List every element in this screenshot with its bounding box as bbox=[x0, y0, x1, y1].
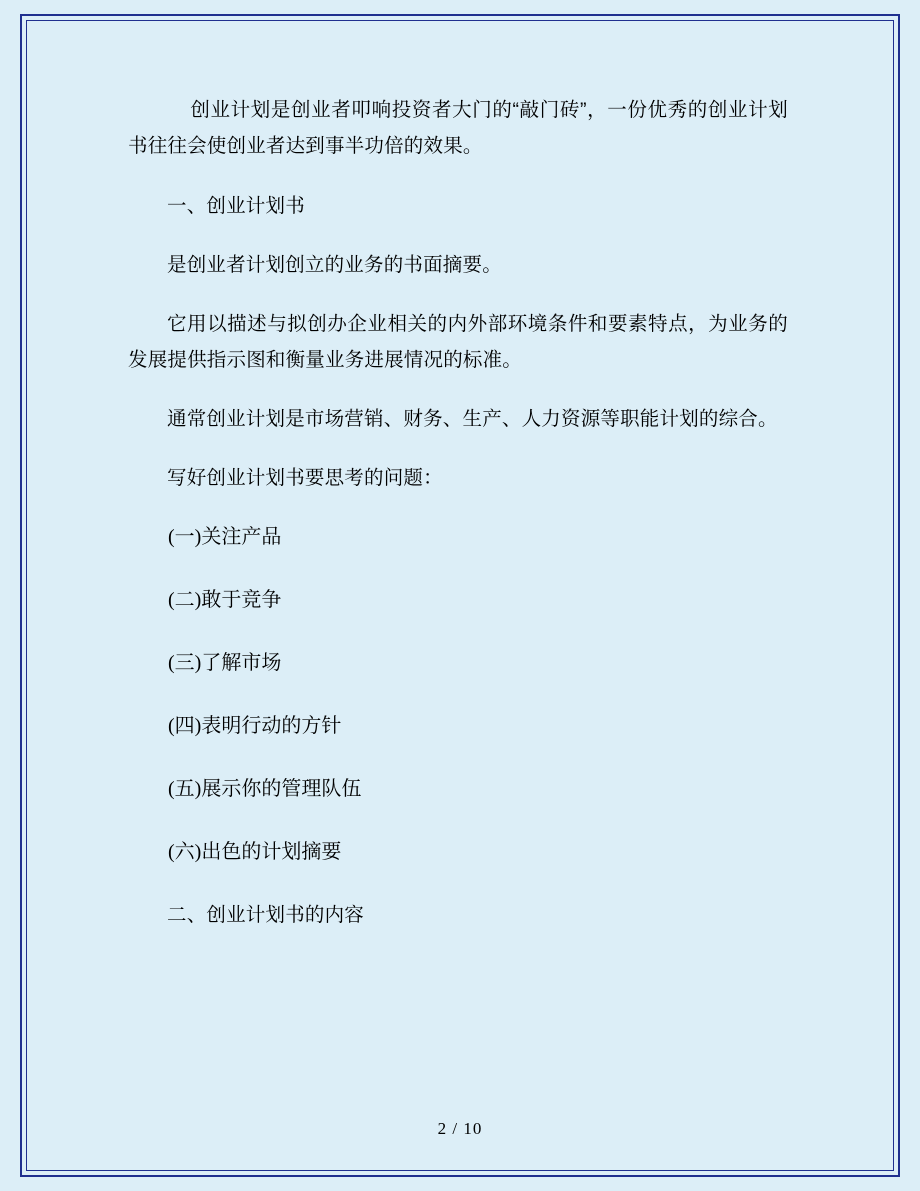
list-item: (一)关注产品 bbox=[168, 526, 282, 548]
document-body bbox=[128, 92, 788, 956]
paragraph-intro: 创业计划是创业者叩响投资者大门的“敲门砖”，一份优秀的创业计划书往往会使创业者达到事半功倍的效果。 bbox=[128, 99, 788, 157]
paragraph-description: 它用以描述与拟创办企业相关的内外部环境条件和要素特点，为业务的发展提供指示图和衡量业务进展情况的标准。 bbox=[128, 313, 788, 371]
heading-section-two: 二、创业计划书的内容 bbox=[167, 904, 365, 926]
paragraph-definition: 是创业者计划创立的业务的书面摘要。 bbox=[167, 254, 502, 276]
paragraph-scope: 通常创业计划是市场营销、财务、生产、人力资源等职能计划的综合。 bbox=[167, 408, 778, 430]
page-number: 2 / 10 bbox=[437, 1119, 483, 1138]
list-item: (二)敢于竞争 bbox=[168, 589, 282, 611]
list-item: (五)展示你的管理队伍 bbox=[168, 778, 362, 800]
list-item: (六)出色的计划摘要 bbox=[168, 841, 342, 863]
heading-section-one: 一、创业计划书 bbox=[167, 195, 305, 217]
paragraph-questions-lead: 写好创业计划书要思考的问题： bbox=[167, 467, 443, 489]
list-item: (三)了解市场 bbox=[168, 652, 282, 674]
list-item: (四)表明行动的方针 bbox=[168, 715, 342, 737]
